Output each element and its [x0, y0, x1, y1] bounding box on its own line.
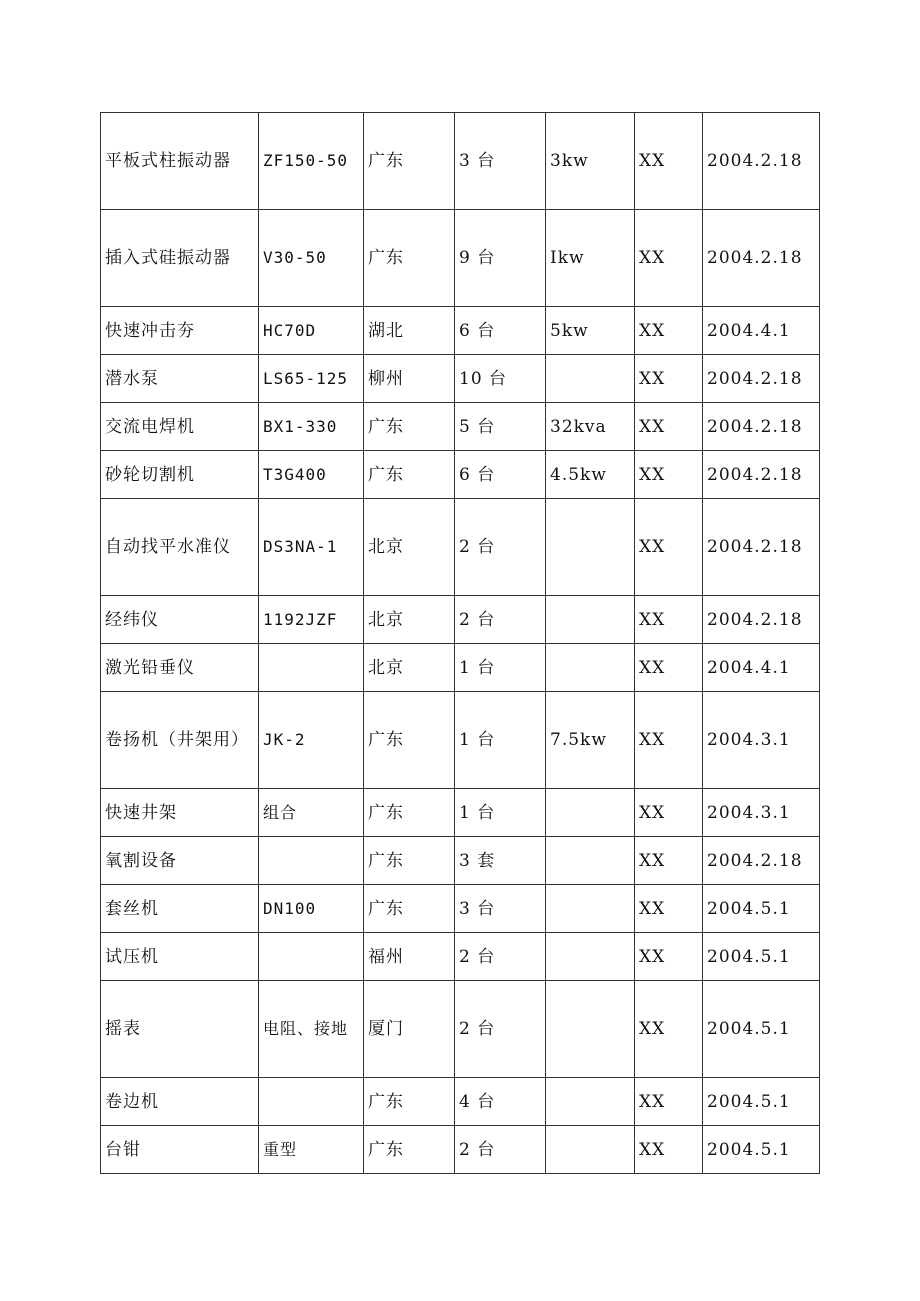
- table-row: [101, 837, 820, 885]
- power-cell: Ikw: [546, 210, 635, 307]
- table-row: [101, 644, 820, 692]
- quantity-cell: 1 台: [455, 692, 546, 789]
- equipment-name-cell: 砂轮切割机: [101, 451, 259, 499]
- quantity-cell: 2 台: [455, 981, 546, 1078]
- person-cell: XX: [635, 307, 703, 355]
- origin-cell: 广东: [364, 113, 455, 210]
- equipment-table-body: [101, 113, 820, 1174]
- person-cell: XX: [635, 981, 703, 1078]
- date-cell: 2004.5.1: [703, 933, 820, 981]
- power-cell: 5kw: [546, 307, 635, 355]
- table-row: [101, 789, 820, 837]
- person-cell: XX: [635, 403, 703, 451]
- equipment-name-cell: 激光铅垂仪: [101, 644, 259, 692]
- quantity-cell: 1 台: [455, 644, 546, 692]
- power-cell: 32kva: [546, 403, 635, 451]
- model-cell: [259, 1078, 364, 1126]
- date-cell: 2004.4.1: [703, 644, 820, 692]
- date-cell: 2004.5.1: [703, 981, 820, 1078]
- power-cell: [546, 1126, 635, 1174]
- date-cell: 2004.2.18: [703, 499, 820, 596]
- table-row: [101, 885, 820, 933]
- equipment-name-cell: 套丝机: [101, 885, 259, 933]
- quantity-cell: 3 台: [455, 113, 546, 210]
- equipment-table: [100, 112, 820, 1174]
- equipment-name-cell: 潜水泵: [101, 355, 259, 403]
- person-cell: XX: [635, 355, 703, 403]
- date-cell: 2004.2.18: [703, 837, 820, 885]
- equipment-name-cell: 快速井架: [101, 789, 259, 837]
- model-cell: 重型: [259, 1126, 364, 1174]
- date-cell: 2004.2.18: [703, 451, 820, 499]
- equipment-name-cell: 台钳: [101, 1126, 259, 1174]
- model-cell: HC70D: [259, 307, 364, 355]
- table-row: [101, 499, 820, 596]
- model-cell: 1192JZF: [259, 596, 364, 644]
- origin-cell: 北京: [364, 596, 455, 644]
- power-cell: [546, 885, 635, 933]
- quantity-cell: 10 台: [455, 355, 546, 403]
- table-row: [101, 307, 820, 355]
- model-cell: ZF150-50: [259, 113, 364, 210]
- origin-cell: 柳州: [364, 355, 455, 403]
- power-cell: [546, 355, 635, 403]
- person-cell: XX: [635, 499, 703, 596]
- power-cell: [546, 499, 635, 596]
- quantity-cell: 2 台: [455, 499, 546, 596]
- table-row: [101, 1078, 820, 1126]
- origin-cell: 广东: [364, 789, 455, 837]
- date-cell: 2004.2.18: [703, 355, 820, 403]
- equipment-name-cell: 交流电焊机: [101, 403, 259, 451]
- model-cell: DN100: [259, 885, 364, 933]
- model-cell: [259, 933, 364, 981]
- quantity-cell: 1 台: [455, 789, 546, 837]
- model-cell: LS65-125: [259, 355, 364, 403]
- person-cell: XX: [635, 210, 703, 307]
- date-cell: 2004.2.18: [703, 403, 820, 451]
- quantity-cell: 3 套: [455, 837, 546, 885]
- origin-cell: 广东: [364, 692, 455, 789]
- power-cell: 4.5kw: [546, 451, 635, 499]
- date-cell: 2004.3.1: [703, 692, 820, 789]
- person-cell: XX: [635, 1078, 703, 1126]
- origin-cell: 广东: [364, 403, 455, 451]
- quantity-cell: 6 台: [455, 307, 546, 355]
- table-row: [101, 403, 820, 451]
- person-cell: XX: [635, 596, 703, 644]
- table-row: [101, 1126, 820, 1174]
- person-cell: XX: [635, 451, 703, 499]
- table-row: [101, 355, 820, 403]
- origin-cell: 广东: [364, 885, 455, 933]
- quantity-cell: 2 台: [455, 933, 546, 981]
- date-cell: 2004.5.1: [703, 1078, 820, 1126]
- table-row: [101, 596, 820, 644]
- model-cell: BX1-330: [259, 403, 364, 451]
- model-cell: V30-50: [259, 210, 364, 307]
- equipment-name-cell: 自动找平水准仪: [101, 499, 259, 596]
- model-cell: JK-2: [259, 692, 364, 789]
- date-cell: 2004.5.1: [703, 1126, 820, 1174]
- quantity-cell: 4 台: [455, 1078, 546, 1126]
- person-cell: XX: [635, 692, 703, 789]
- origin-cell: 广东: [364, 451, 455, 499]
- equipment-name-cell: 卷边机: [101, 1078, 259, 1126]
- origin-cell: 厦门: [364, 981, 455, 1078]
- origin-cell: 广东: [364, 837, 455, 885]
- date-cell: 2004.5.1: [703, 885, 820, 933]
- power-cell: [546, 789, 635, 837]
- quantity-cell: 6 台: [455, 451, 546, 499]
- model-cell: [259, 837, 364, 885]
- person-cell: XX: [635, 885, 703, 933]
- table-row: [101, 933, 820, 981]
- power-cell: [546, 596, 635, 644]
- equipment-name-cell: 快速冲击夯: [101, 307, 259, 355]
- person-cell: XX: [635, 933, 703, 981]
- person-cell: XX: [635, 1126, 703, 1174]
- power-cell: [546, 1078, 635, 1126]
- power-cell: [546, 933, 635, 981]
- equipment-name-cell: 氧割设备: [101, 837, 259, 885]
- origin-cell: 福州: [364, 933, 455, 981]
- date-cell: 2004.2.18: [703, 113, 820, 210]
- origin-cell: 广东: [364, 1126, 455, 1174]
- date-cell: 2004.4.1: [703, 307, 820, 355]
- equipment-name-cell: 摇表: [101, 981, 259, 1078]
- person-cell: XX: [635, 837, 703, 885]
- quantity-cell: 2 台: [455, 1126, 546, 1174]
- table-row: [101, 451, 820, 499]
- equipment-name-cell: 平板式柱振动器: [101, 113, 259, 210]
- equipment-name-cell: 卷扬机（井架用）: [101, 692, 259, 789]
- quantity-cell: 5 台: [455, 403, 546, 451]
- power-cell: [546, 837, 635, 885]
- equipment-name-cell: 插入式硅振动器: [101, 210, 259, 307]
- table-row: [101, 210, 820, 307]
- date-cell: 2004.2.18: [703, 596, 820, 644]
- quantity-cell: 9 台: [455, 210, 546, 307]
- origin-cell: 北京: [364, 644, 455, 692]
- quantity-cell: 3 台: [455, 885, 546, 933]
- origin-cell: 湖北: [364, 307, 455, 355]
- date-cell: 2004.3.1: [703, 789, 820, 837]
- equipment-name-cell: 经纬仪: [101, 596, 259, 644]
- power-cell: [546, 644, 635, 692]
- power-cell: 7.5kw: [546, 692, 635, 789]
- model-cell: 电阻、接地: [259, 981, 364, 1078]
- table-row: [101, 981, 820, 1078]
- quantity-cell: 2 台: [455, 596, 546, 644]
- model-cell: 组合: [259, 789, 364, 837]
- origin-cell: 广东: [364, 210, 455, 307]
- date-cell: 2004.2.18: [703, 210, 820, 307]
- person-cell: XX: [635, 113, 703, 210]
- power-cell: 3kw: [546, 113, 635, 210]
- power-cell: [546, 981, 635, 1078]
- model-cell: DS3NA-1: [259, 499, 364, 596]
- person-cell: XX: [635, 789, 703, 837]
- equipment-name-cell: 试压机: [101, 933, 259, 981]
- model-cell: [259, 644, 364, 692]
- origin-cell: 广东: [364, 1078, 455, 1126]
- table-row: [101, 692, 820, 789]
- table-row: [101, 113, 820, 210]
- origin-cell: 北京: [364, 499, 455, 596]
- model-cell: T3G400: [259, 451, 364, 499]
- person-cell: XX: [635, 644, 703, 692]
